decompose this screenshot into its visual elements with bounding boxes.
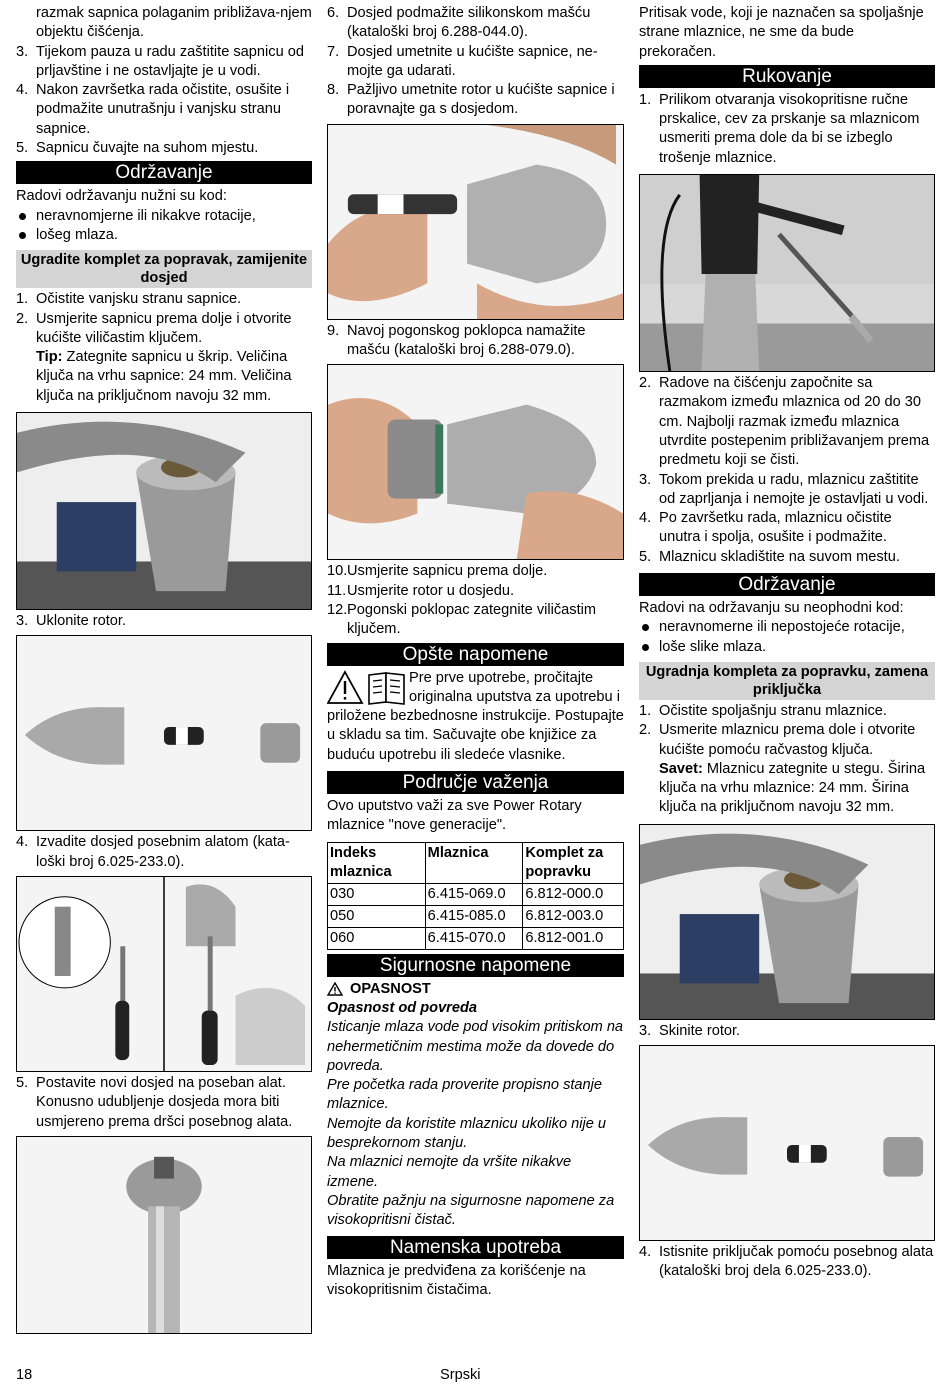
step-item: 2. Usmerite mlaznicu prema dole i otvorite kućište pomoću račvastog ključa. Savet: Mlaznicu zategnite u stegu. Širina ključa na vrhu mlaznice: 24 mm. Širina ključa na priključnom navoju 32 mm. bbox=[639, 721, 935, 817]
scope-text: Ovo uputstvo važi za sve Power Rotary mlaznice "nove generacije". bbox=[327, 798, 582, 834]
photo-wrench-opening-nozzle bbox=[16, 412, 312, 610]
danger-label: OPASNOST bbox=[350, 980, 431, 997]
section-heading-intended-use: Namenska upotreba bbox=[327, 1236, 624, 1259]
subsection-heading-repair-kit: Ugradite komplet za popravak, zamijenite dosjed bbox=[16, 250, 312, 288]
photo-special-tool-seat-removal bbox=[16, 876, 312, 1072]
step-item: 1. Prilikom otvaranja visokopritisne ručne prskalice, cev za prskanje sa mlaznicom usmeriti prema dole da bi se izbeglo trošenje mlaznice. bbox=[639, 91, 920, 166]
column-3 bbox=[639, 4, 935, 1282]
step-item: 1. Očistite spoljašnju stranu mlaznice. bbox=[639, 702, 887, 719]
intended-use-text: Mlaznica je predviđena za korišćenje na visokopritisnim čistačima. bbox=[327, 1262, 586, 1298]
bullet-item: lošeg mlaza. bbox=[16, 226, 312, 245]
table-row: 050 6.415-085.0 6.812-003.0 bbox=[328, 905, 624, 927]
tip-text: Tip: Zategnite sapnicu u škrip. Veličina ključa na vrhu sapnice: 24 mm. Veličina ključa na priključnom navoju 32 mm. bbox=[36, 349, 292, 404]
danger-triangle-icon bbox=[327, 982, 343, 996]
step-item: 4. Istisnite priključak pomoću posebnog alata (kataloški broj dela 6.025-233.0). bbox=[639, 1244, 934, 1280]
pressure-note: Pritisak vode, koji je naznačen sa spoljašnje strane mlaznice, ne sme da bude prekoračen. bbox=[639, 5, 924, 60]
column-2 bbox=[327, 4, 624, 1300]
warning-triangle-icon bbox=[328, 672, 362, 703]
maintenance-bullets bbox=[16, 207, 312, 246]
danger-line: Isticanje mlaza vode pod visokim pritiskom na nehermetičnim mestima može da dovede do povreda. bbox=[327, 1019, 624, 1074]
danger-label-row bbox=[327, 980, 624, 999]
step-item: 8. Pažljivo umetnite rotor u kućište sapnice i poravnajte ga s dosjedom. bbox=[327, 82, 615, 118]
danger-line: Nemojte da koristite mlaznicu ukoliko nije u besprekornom stanju. bbox=[327, 1115, 607, 1152]
repair-steps-final bbox=[327, 562, 624, 639]
photo-rotor-removed bbox=[16, 635, 312, 831]
step-item: 4. Nakon završetka rada očistite, osušite i podmažite unutrašnju i vanjsku stranu sapnice. bbox=[16, 82, 290, 137]
general-notes-text: Pre prve upotrebe, pročitajte originalna uputstva za upotrebu i priložene bezbednosne instrukcije. Postupajte u skladu sa tim. Sačuvajte obe knjižice za buduću upotrebu ili sledeće vlasnike. bbox=[327, 669, 624, 763]
step-item: 4. Izvadite dosjed posebnim alatom (kata-loški broj 6.025-233.0). bbox=[16, 834, 290, 870]
step-item: 12. Pogonski poklopac zategnite viličastim ključem. bbox=[327, 601, 597, 638]
section-heading-handling: Rukovanje bbox=[639, 65, 935, 88]
step-item: 7. Dosjed umetnite u kućište sapnice, ne-mojte ga udarati. bbox=[327, 43, 598, 79]
step-item: 3. Uklonite rotor. bbox=[16, 613, 127, 630]
step-item: 10. Usmjerite sapnicu prema dolje. bbox=[327, 563, 548, 580]
nozzle-table bbox=[327, 842, 624, 950]
table-header-cell: Komplet za popravku bbox=[523, 842, 624, 883]
step-item: 5. Sapnicu čuvajte na suhom mjestu. bbox=[16, 140, 259, 157]
repair-steps-sr bbox=[639, 702, 935, 818]
continued-text: razmak sapnica polaganim približava-njem objektu čišćenja. bbox=[36, 5, 312, 41]
danger-line: Pre početka rada proverite propisno stanje mlaznice. bbox=[327, 1077, 603, 1113]
column-1 bbox=[16, 4, 312, 1336]
maintenance-intro: Radovi održavanju nužni su kod: bbox=[16, 188, 227, 205]
maintenance-intro: Radovi na održavanju su neophodni kod: bbox=[639, 600, 904, 617]
table-header-row bbox=[328, 842, 624, 883]
step-item: 5. Postavite novi dosjed na poseban alat. Konusno udubljenje dosjeda mora biti usmjereno prema dršci posebnog alata. bbox=[16, 1074, 293, 1130]
step-item: 9. Navoj pogonskog poklopca namažite mašću (kataloški broj 6.288-079.0). bbox=[327, 322, 586, 359]
handling-steps bbox=[639, 374, 935, 567]
step-item: 11. Usmjerite rotor u dosjedu. bbox=[327, 582, 515, 599]
danger-line: Na mlaznici nemojte da vršite nikakve izmene. bbox=[327, 1154, 572, 1190]
step-item: 2. Radove na čišćenju započnite sa razmakom između mlaznica od 20 do 30 cm. Najbolji razmak između mlaznica utvrdite postepenim približavanjem prema predmetu koji se čisti. bbox=[639, 375, 930, 469]
continued-steps bbox=[16, 43, 312, 159]
step-item: 3. Tijekom pauza u radu zaštitite sapnicu od prljavštine i ne ostavljajte je u vodi. bbox=[16, 43, 304, 79]
section-heading-maintenance: Održavanje bbox=[16, 161, 312, 184]
bullet-item: neravnomerne ili nepostojeće rotacije, bbox=[639, 618, 935, 637]
step-item: 3. Tokom prekida u radu, mlaznicu zaštitite od zaprljanja i nemojte je ostavljati u vodi. bbox=[639, 471, 929, 507]
step-item: 6. Dosjed podmažite silikonskom mašću (kataloški broj 6.288-044.0). bbox=[327, 5, 591, 41]
photo-rotor-removed-sr bbox=[639, 1045, 935, 1241]
bullet-item: neravnomjerne ili nikakve rotacije, bbox=[16, 207, 312, 226]
step-item: 5. Mlaznicu skladištite na suvom mestu. bbox=[639, 548, 900, 565]
step-item: 3. Skinite rotor. bbox=[639, 1022, 741, 1039]
repair-steps-continued bbox=[327, 4, 624, 120]
table-row: 060 6.415-070.0 6.812-001.0 bbox=[328, 927, 624, 949]
page-language: Srpski bbox=[440, 1367, 481, 1383]
section-heading-scope: Područje važenja bbox=[327, 771, 624, 794]
step-item: 2. Usmjerite sapnicu prema dolje i otvorite kućište viličastim ključem. Tip: Zategnite sapnicu u škrip. Veličina ključa na vrhu sapnice: 24 mm. Veličina ključa na priključnom navoju 32 mm. bbox=[16, 310, 312, 406]
photo-inserting-rotor bbox=[327, 124, 624, 320]
step-item: 1. Očistite vanjsku stranu sapnice. bbox=[16, 291, 242, 308]
section-heading-safety: Sigurnosne napomene bbox=[327, 954, 624, 977]
photo-new-seat-on-tool bbox=[16, 1136, 312, 1334]
repair-steps bbox=[16, 290, 312, 406]
subsection-heading-repair-kit-sr: Ugradnja kompleta za popravku, zamena priključka bbox=[639, 662, 935, 700]
general-notes-block bbox=[327, 669, 624, 765]
danger-heading: Opasnost od povreda bbox=[327, 999, 478, 1016]
photo-greasing-cap-thread bbox=[327, 364, 624, 560]
danger-line: Obratite pažnju na sigurnosne napomene za visokopritisni čistač. bbox=[327, 1192, 615, 1229]
bullet-item: loše slike mlaza. bbox=[639, 638, 935, 657]
table-header-cell: Indeks mlaznica bbox=[328, 842, 426, 883]
photo-operator-with-spray-gun bbox=[639, 174, 935, 372]
photo-wrench-opening-nozzle-sr bbox=[639, 824, 935, 1020]
maintenance-bullets bbox=[639, 618, 935, 657]
section-heading-maintenance-sr: Održavanje bbox=[639, 573, 935, 596]
section-heading-general-notes: Opšte napomene bbox=[327, 643, 624, 666]
page-number: 18 bbox=[16, 1367, 33, 1383]
tip-text: Savet: Mlaznicu zategnite u stegu. Širina ključa na vrhu mlaznice: 24 mm. Širina ključa na priključnom navoju 32 mm. bbox=[659, 760, 926, 816]
step-item: 4. Po završetku rada, mlaznicu očistite unutra i spolja, osušite i podmažite. bbox=[639, 510, 892, 546]
manual-book-icon bbox=[369, 673, 404, 704]
table-header-cell: Mlaznica bbox=[425, 842, 523, 883]
table-row: 030 6.415-069.0 6.812-000.0 bbox=[328, 883, 624, 905]
